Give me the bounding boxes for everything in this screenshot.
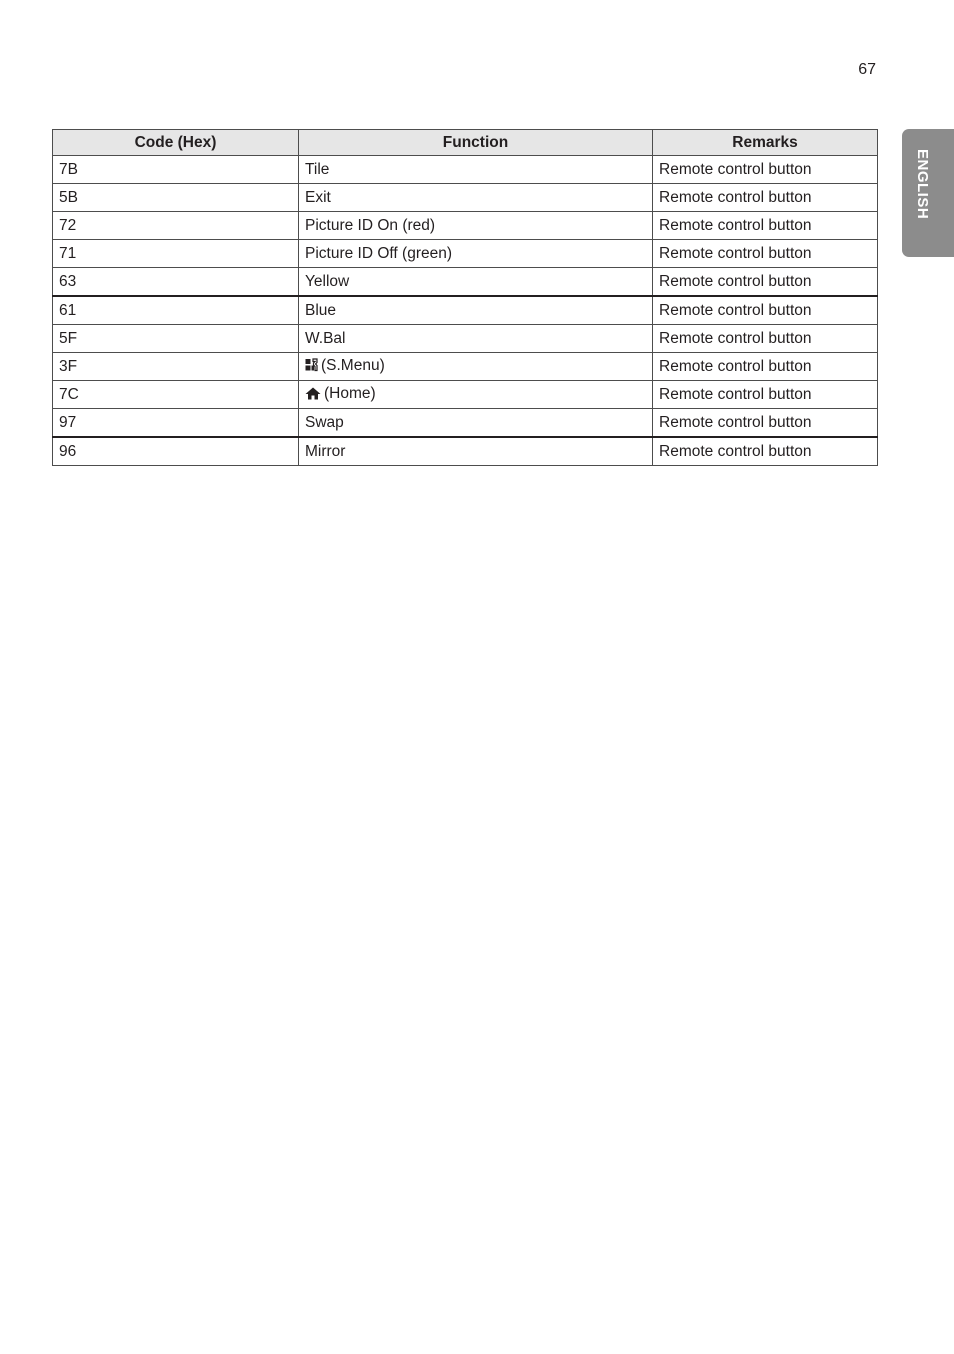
table-row: [53, 212, 878, 240]
page-number: 67: [858, 61, 876, 78]
table-row: [53, 240, 878, 268]
cell-code: 7C: [53, 381, 299, 409]
cell-function: Swap: [299, 409, 653, 438]
cell-function: Exit: [299, 184, 653, 212]
cell-code: 5F: [53, 325, 299, 353]
table-row: [53, 268, 878, 297]
language-tab-label: ENGLISH: [914, 149, 931, 220]
table-header-row: [53, 130, 878, 156]
table-row: [53, 156, 878, 184]
cell-code: 63: [53, 268, 299, 297]
cell-code: 5B: [53, 184, 299, 212]
table-row: [53, 381, 878, 409]
cell-code: 72: [53, 212, 299, 240]
cell-code: 97: [53, 409, 299, 438]
cell-function: W.Bal: [299, 325, 653, 353]
table-row: [53, 409, 878, 438]
cell-code: 3F: [53, 353, 299, 381]
header-remarks: Remarks: [653, 130, 878, 156]
cell-remarks: Remote control button: [653, 268, 878, 297]
header-function: Function: [299, 130, 653, 156]
code-table: [52, 129, 878, 466]
cell-remarks: Remote control button: [653, 437, 878, 466]
cell-function: [299, 353, 653, 381]
table-row: [53, 296, 878, 325]
cell-remarks: Remote control button: [653, 184, 878, 212]
cell-function: Blue: [299, 296, 653, 325]
function-label: (S.Menu): [321, 356, 385, 374]
cell-code: 7B: [53, 156, 299, 184]
cell-remarks: Remote control button: [653, 296, 878, 325]
language-tab: [902, 129, 954, 257]
function-label: (Home): [324, 384, 376, 402]
cell-code: 71: [53, 240, 299, 268]
table-row: [53, 437, 878, 466]
s-menu-icon: [305, 358, 318, 377]
cell-remarks: Remote control button: [653, 156, 878, 184]
cell-remarks: Remote control button: [653, 409, 878, 438]
cell-function: Tile: [299, 156, 653, 184]
header-code: Code (Hex): [53, 130, 299, 156]
cell-remarks: Remote control button: [653, 353, 878, 381]
table-row: [53, 325, 878, 353]
table-row: [53, 353, 878, 381]
cell-remarks: Remote control button: [653, 381, 878, 409]
cell-function: Mirror: [299, 437, 653, 466]
cell-remarks: Remote control button: [653, 240, 878, 268]
cell-remarks: Remote control button: [653, 325, 878, 353]
home-icon: [305, 387, 321, 405]
cell-function: Yellow: [299, 268, 653, 297]
cell-code: 96: [53, 437, 299, 466]
cell-code: 61: [53, 296, 299, 325]
table-row: [53, 184, 878, 212]
cell-function: Picture ID On (red): [299, 212, 653, 240]
cell-remarks: Remote control button: [653, 212, 878, 240]
cell-function: Picture ID Off (green): [299, 240, 653, 268]
cell-function: [299, 381, 653, 409]
